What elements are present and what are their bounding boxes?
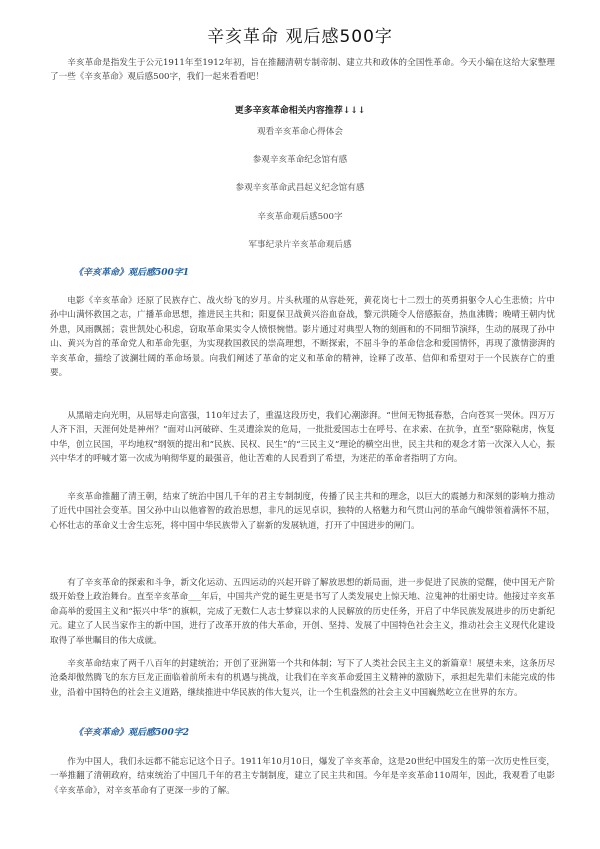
related-link[interactable]: 辛亥革命观后感500字	[257, 212, 343, 222]
related-link[interactable]: 参观辛亥革命武昌起义纪念馆有感	[235, 183, 365, 193]
body-paragraph: 作为中国人，我们永远都不能忘记这个日子。1911年10月10日，爆发了辛亥革命，这是20世纪中国发生的第一次历史性巨变，一举推翻了清朝政府，结束统治了中国几千年的君主专制制度，建立了民主共和国。今年是辛亥革命110周年，因此，我观看了电影《辛亥革命》，对辛亥革命有了更深一步的了解。	[50, 757, 555, 796]
related-link[interactable]: 观看辛亥革命心得体会	[257, 127, 343, 137]
body-paragraph: 有了辛亥革命的探索和斗争，新文化运动、五四运动的兴起开辟了解放思想的新局面，进一步促进了民族的觉醒，使中国无产阶级开始登上政治舞台。直至辛亥革命___年后，中国共产党的诞生更是书写了人类发展史上惊天地、泣鬼神的壮丽史诗。他接过辛亥革命高举的爱国主义和“振兴中华”的旗帜，完成了无数仁人志士梦寐以求的人民解放的历史任务，开启了中华民族发展进步的历史新纪元。建立了人民当家作主的新中国，进行了改革开放的伟大革命，开创、坚持、发展了中国特色社会主义，推动社会主义现代化建设取得了举世瞩目的伟大成就。	[50, 578, 555, 646]
body-paragraph: 电影《辛亥革命》还原了民族存亡、战火纷飞的岁月。片头秋瑾的从容赴死，黄花岗七十二烈士的英勇捐躯令人心生悲愤；片中孙中山满怀救国之志，广播革命思想，推进民主共和；阳夏保卫战黄兴浴血奋战，黎元洪随令人倍感振奋，热血沸腾；晚晴王朝内忧外患，风雨飘摇；袁世凯处心积虑，窃取革命果实令人愤恨惋惜。影片通过对典型人物的刻画和的不同细节演绎，生动的展现了孙中山、黄兴为首的革命党人和革命先驱，为实现救国救民的崇高理想，不断探索，不屈斗争的革命信念和爱国情怀，再现了激情澎湃的辛亥革命，描绘了波澜壮阔的革命场景。向我们阐述了革命的定义和革命的精神，诠释了改革、信仰和希望对于一个民族存亡的重要。	[50, 296, 555, 379]
page-title: 辛亥革命 观后感500字	[207, 27, 393, 47]
section-heading: 《辛亥革命》观后感500字2	[74, 728, 190, 738]
section-heading: 《辛亥革命》观后感500字1	[74, 268, 190, 278]
body-paragraph: 从黑暗走向光明，从屈辱走向富强，110年过去了，重温这段历史，我们心潮澎湃。“世间无物抵春愁，合向苍冥一哭休。四万万人齐下泪，天涯何处是神州？”面对山河破碎、生灵遭涂炭的危局，一批批爱国志士在呼号、在求索、在抗争，直至“驱除鞑虏，恢复中华，创立民国，平均地权”纲领的提出和“民族、民权、民生”的“三民主义”理论的横空出世，民主共和的观念才第一次深入人心，振兴中华才的呼喊才第一次成为响彻华夏的最强音，他让苦难的人民看到了希望，为迷茫的革命者指明了方向。	[50, 411, 555, 465]
body-paragraph: 辛亥革命结束了两千八百年的封建统治；开创了亚洲第一个共和体制；写下了人类社会民主主义的新篇章！展望未来，这条历尽沧桑却傲然腾飞的东方巨龙正面临着前所未有的机遇与挑战，让我们在辛亥革命爱国主义精神的激励下，承担起先辈们未能完成的伟业，沿着中国特色的社会主义道路，继续推进中华民族的伟大复兴，让一个生机盎然的社会主义中国巍然屹立在世界的东方。	[50, 659, 555, 698]
intro-paragraph: 辛亥革命是指发生于公元1911年至1912年初，旨在推翻清朝专制帝制、建立共和政体的全国性革命。今天小编在这给大家整理了一些《辛亥革命》观后感500字，我们一起来看看吧！	[50, 58, 555, 83]
more-related-heading: 更多辛亥革命相关内容推荐↓↓↓	[234, 106, 366, 116]
body-paragraph: 辛亥革命推翻了清王朝，结束了统治中国几千年的君主专制制度，传播了民主共和的理念，以巨大的震撼力和深刻的影响力推动了近代中国社会变革。国父孙中山以他睿智的政治思想，非凡的远见卓识，独特的人格魅力和气贯山河的革命气魄带领着满怀不屈，心怀壮志的革命义士舍生忘死，将中国中华民族带入了崭新的发展轨道，打开了中国进步的闸门。	[50, 492, 555, 531]
related-link[interactable]: 军事纪录片辛亥革命观后感	[248, 240, 352, 250]
related-link[interactable]: 参观辛亥革命纪念馆有感	[252, 155, 348, 165]
